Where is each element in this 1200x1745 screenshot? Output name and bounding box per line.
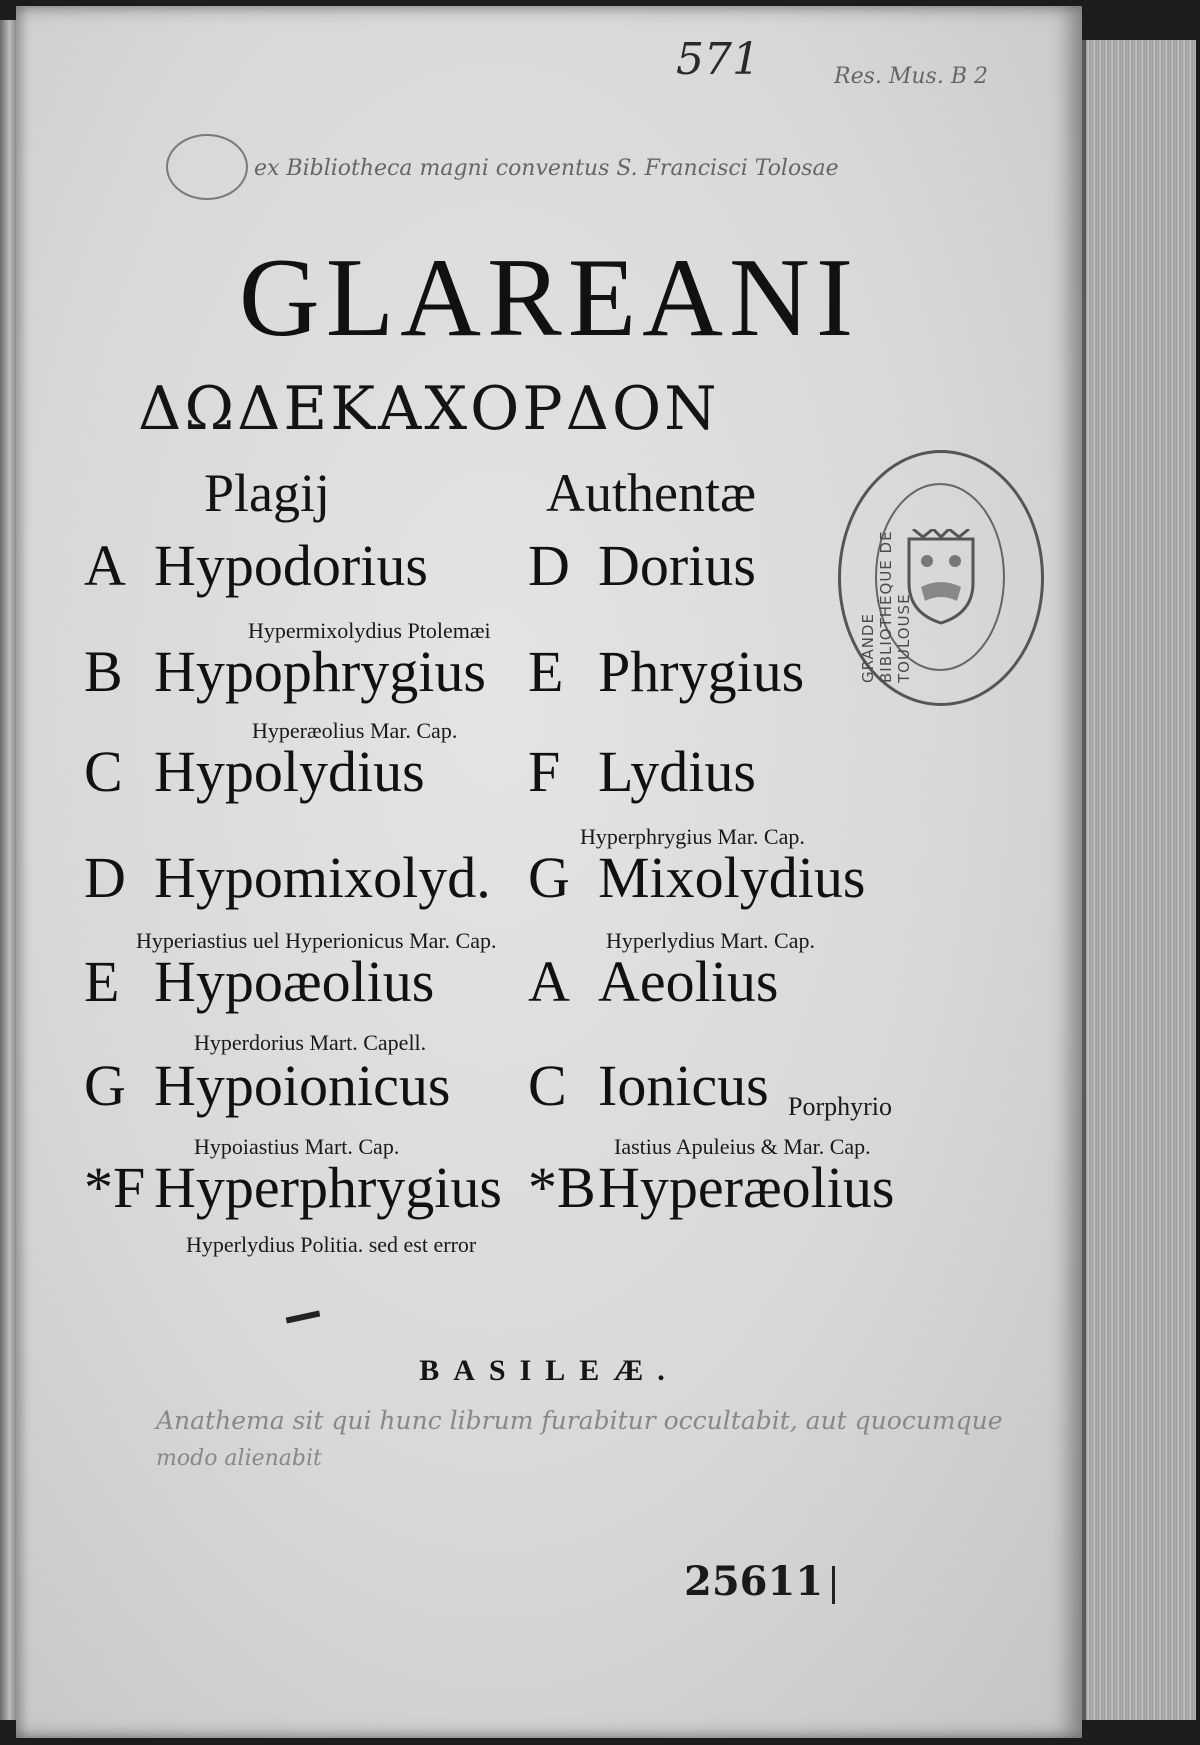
mode-row-plagal bbox=[84, 1154, 502, 1221]
mode-row-authentic bbox=[528, 844, 866, 911]
place-of-printing: BASILEÆ. bbox=[419, 1354, 679, 1387]
mode-name: Ionicus bbox=[598, 1053, 769, 1118]
mode-row-plagal bbox=[84, 844, 491, 911]
mode-letter: E bbox=[84, 949, 120, 1014]
mode-letter: G bbox=[528, 845, 570, 910]
mode-name: Hyperæolius bbox=[598, 1155, 895, 1220]
mode-row-plagal bbox=[84, 638, 486, 705]
handwritten-ex-libris: ex Bibliotheca magni conventus S. Francisci Tolosae bbox=[254, 156, 839, 181]
mode-letter: D bbox=[528, 533, 570, 598]
mode-letter: C bbox=[84, 739, 123, 804]
mode-name: Mixolydius bbox=[598, 845, 866, 910]
mode-note: Hyperiastius uel Hyperionicus Mar. Cap. bbox=[136, 928, 497, 953]
mode-row-authentic bbox=[528, 1052, 769, 1119]
ex-libris-flourish bbox=[166, 134, 248, 200]
stamp-text: GRANDE BIBLIOTHÈQUE DE TOULOUSE bbox=[859, 530, 913, 683]
mode-name: Hypodorius bbox=[154, 533, 428, 598]
mode-note: Hyperphrygius Mar. Cap. bbox=[580, 824, 805, 849]
inventory-number-stamp: 25611 bbox=[684, 1558, 824, 1605]
mode-row-plagal bbox=[84, 948, 434, 1015]
mode-row-plagal bbox=[84, 738, 425, 805]
book-title: GLAREANI bbox=[238, 236, 860, 360]
mode-row-plagal bbox=[84, 532, 428, 599]
title-page bbox=[16, 6, 1082, 1738]
mode-name: Phrygius bbox=[598, 639, 805, 704]
mode-row-plagal bbox=[84, 1052, 450, 1119]
handwritten-anathema-line2: modo alienabit bbox=[156, 1446, 322, 1471]
mode-note: Hypoiastius Mart. Cap. bbox=[194, 1134, 400, 1159]
mode-name: Hypolydius bbox=[154, 739, 425, 804]
mode-note: Hyperlydius Politia. sed est error bbox=[186, 1232, 477, 1257]
mode-row-authentic bbox=[528, 1154, 894, 1221]
printed-dash bbox=[286, 1311, 321, 1324]
mode-letter: *F bbox=[84, 1155, 146, 1220]
mode-letter: D bbox=[84, 845, 126, 910]
mode-name: Aeolius bbox=[598, 949, 779, 1014]
mode-row-authentic bbox=[528, 948, 778, 1015]
library-stamp bbox=[838, 450, 1044, 706]
mode-letter: F bbox=[528, 739, 561, 804]
mode-note: Hyperdorius Mart. Capell. bbox=[194, 1030, 427, 1055]
coat-of-arms-icon bbox=[903, 529, 979, 625]
mode-letter: E bbox=[528, 639, 564, 704]
mode-note: Hyperlydius Mart. Cap. bbox=[606, 928, 815, 953]
mode-note: Iastius Apuleius & Mar. Cap. bbox=[614, 1134, 871, 1159]
mode-name: Hypophrygius bbox=[154, 639, 486, 704]
mode-letter: A bbox=[84, 533, 126, 598]
handwritten-shelf-number: 571 bbox=[676, 34, 760, 85]
stamp-mark bbox=[832, 1566, 835, 1604]
mode-name: Hypoæolius bbox=[154, 949, 435, 1014]
mode-note: Porphyrio bbox=[788, 1092, 892, 1121]
mode-name: Hypoionicus bbox=[154, 1053, 451, 1118]
mode-row-authentic bbox=[528, 738, 756, 805]
mode-letter: A bbox=[528, 949, 570, 1014]
mode-letter: C bbox=[528, 1053, 567, 1118]
mode-note: Hypermixolydius Ptolemæi bbox=[248, 618, 491, 643]
mode-name: Hyperphrygius bbox=[154, 1155, 502, 1220]
greek-title: ΔΩΔΕΚΑΧΟΡΔΟΝ bbox=[138, 374, 720, 444]
mode-name: Hypomixolyd. bbox=[154, 845, 491, 910]
left-page-edge bbox=[0, 20, 16, 1720]
mode-letter: B bbox=[84, 639, 123, 704]
mode-row-authentic bbox=[528, 638, 804, 705]
mode-letter: *B bbox=[528, 1155, 596, 1220]
mode-name: Lydius bbox=[598, 739, 756, 804]
book-fore-edge bbox=[1082, 40, 1196, 1720]
mode-row-authentic bbox=[528, 532, 756, 599]
mode-letter: G bbox=[84, 1053, 126, 1118]
heading-authentic: Authentæ bbox=[546, 463, 756, 523]
handwritten-anathema-line1: Anathema sit qui hunc librum furabitur occultabit, aut quocumque bbox=[156, 1406, 1003, 1435]
mode-note: Hyperæolius Mar. Cap. bbox=[252, 718, 458, 743]
heading-plagal: Plagij bbox=[204, 463, 331, 523]
mode-name: Dorius bbox=[598, 533, 756, 598]
handwritten-shelfmark: Res. Mus. B 2 bbox=[834, 64, 988, 89]
